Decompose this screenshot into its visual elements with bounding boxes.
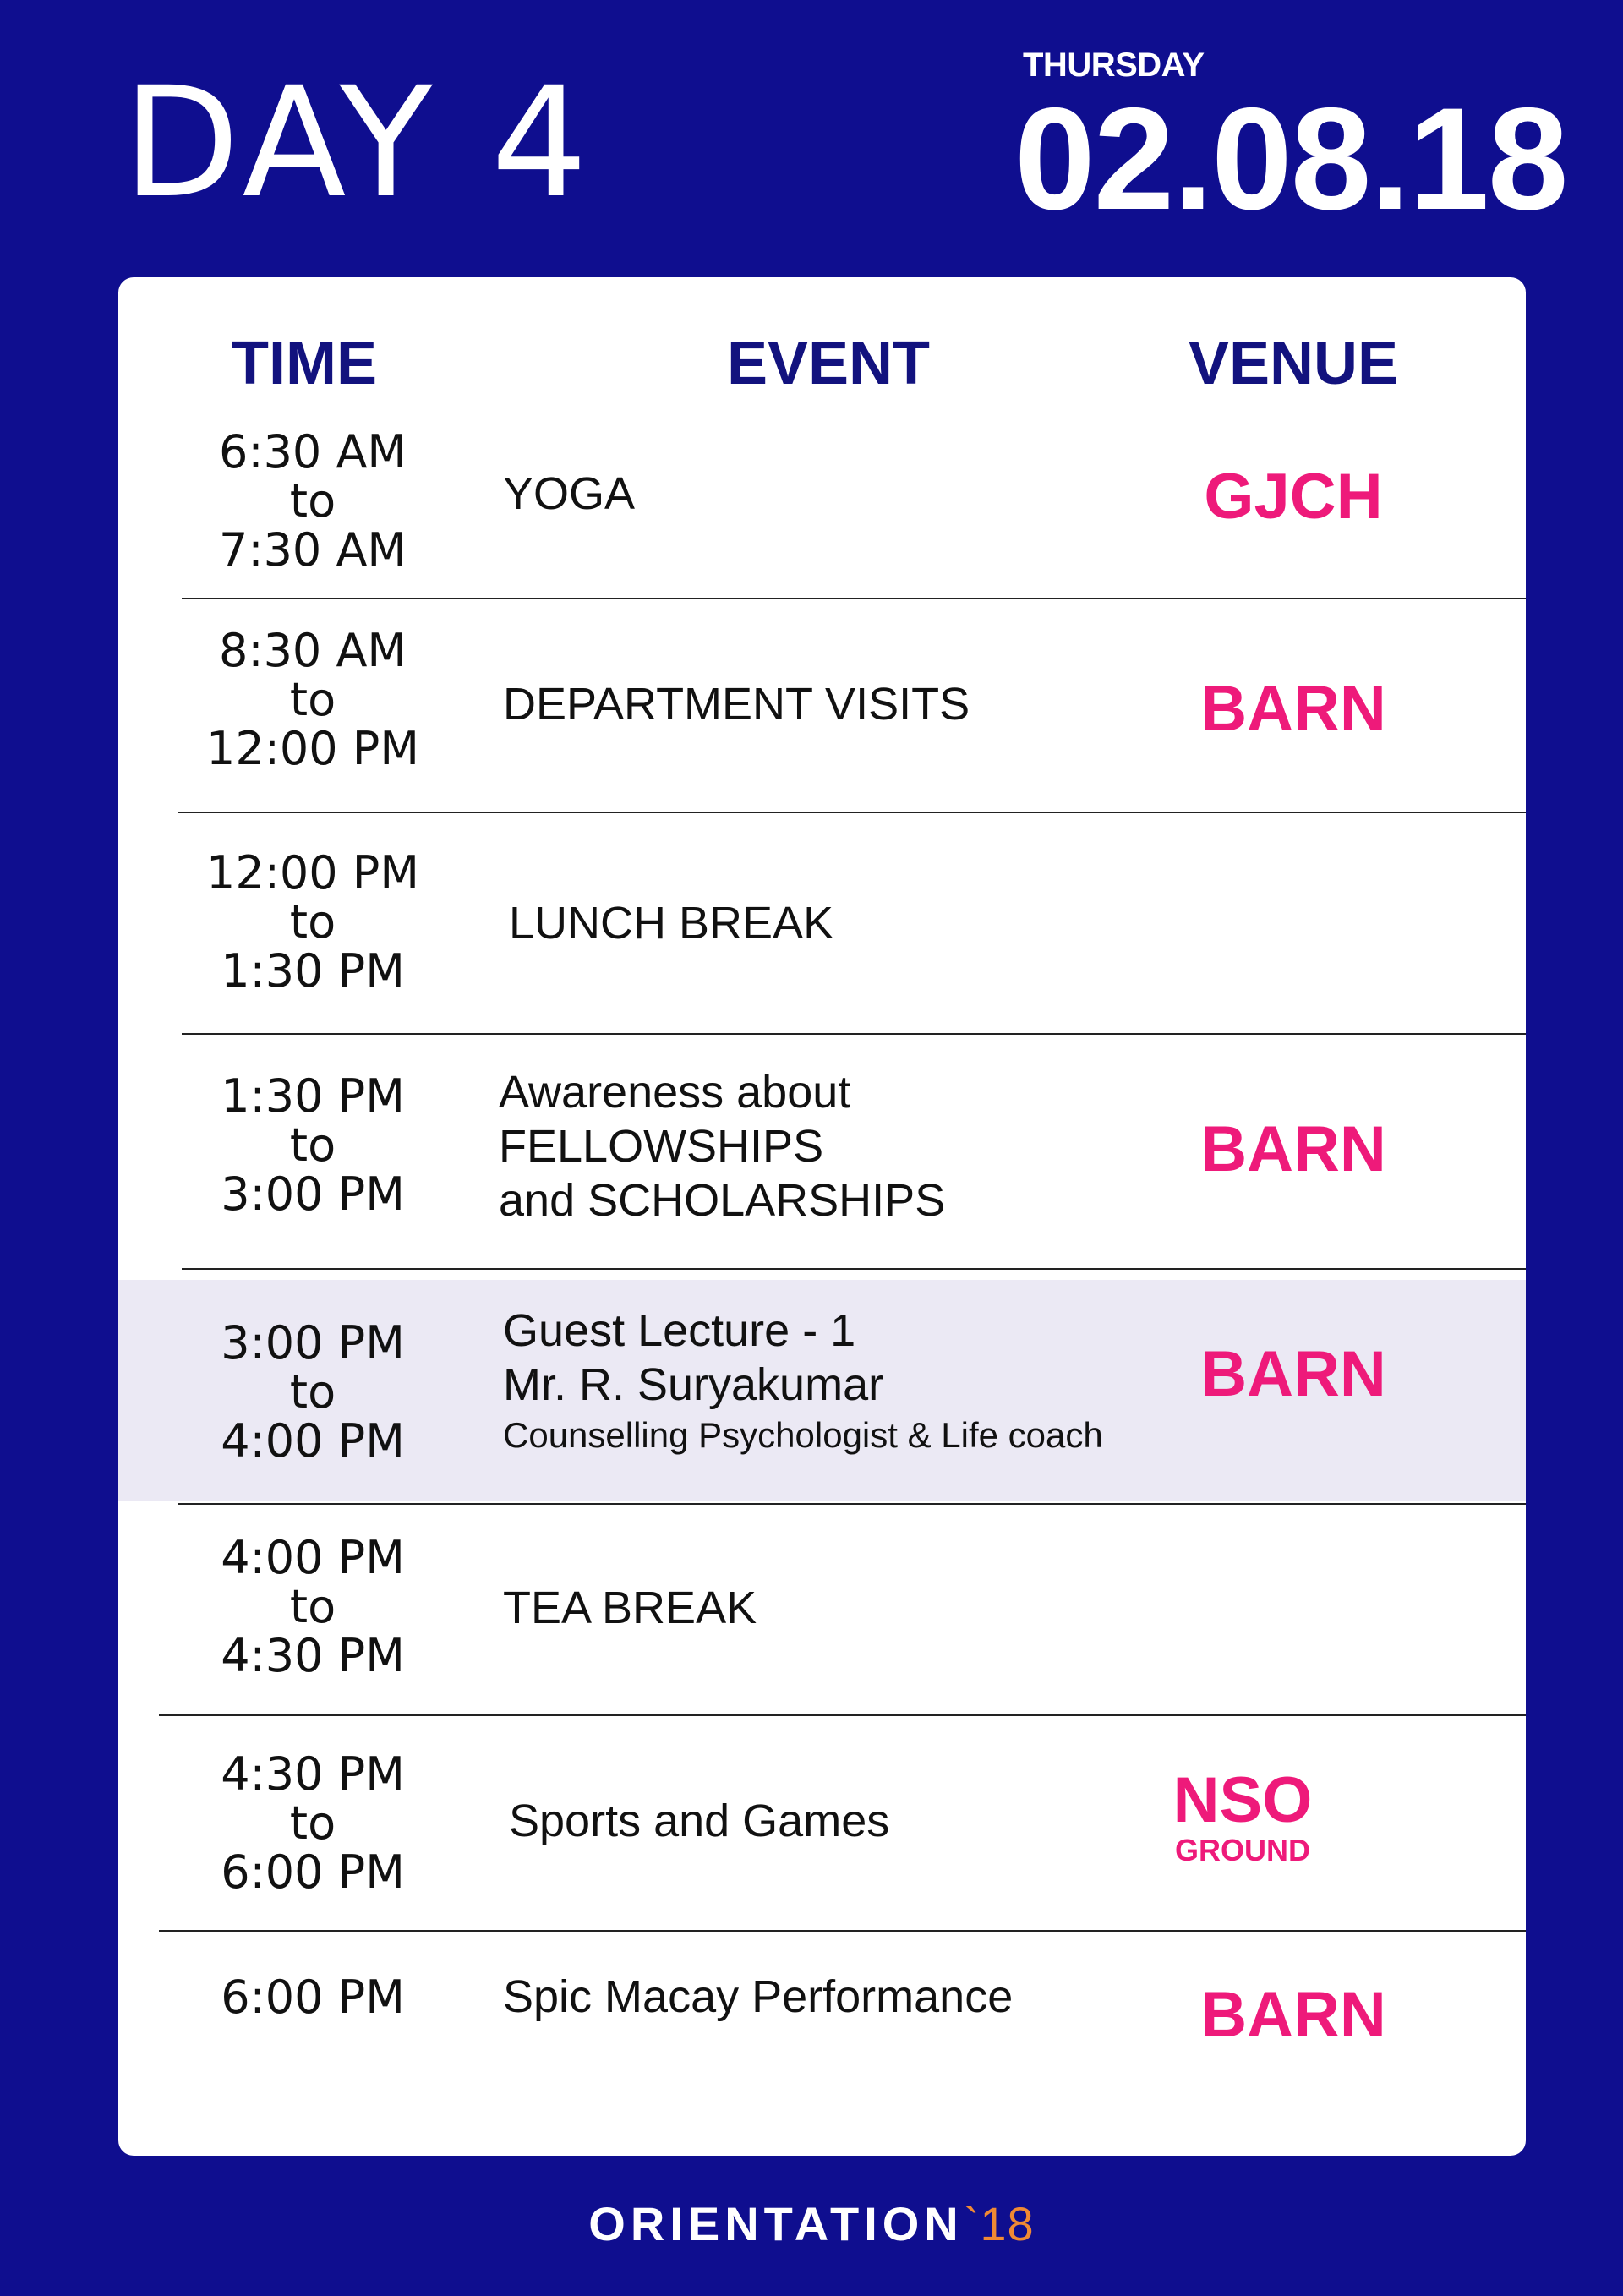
row-venue: BARN — [1200, 1979, 1386, 2051]
column-header-event: EVENT — [726, 330, 931, 397]
schedule-row-highlighted — [118, 1280, 1526, 1501]
row-time: 6:30 AM to 7:30 AM — [219, 425, 407, 577]
weekday-label: THURSDAY — [1023, 46, 1205, 84]
schedule-card — [118, 277, 1526, 2156]
schedule-row — [118, 1065, 1526, 1243]
row-event: Sports and Games — [509, 1796, 890, 1846]
row-event: DEPARTMENT VISITS — [503, 679, 970, 730]
row-event: LUNCH BREAK — [509, 898, 834, 948]
row-event-subtitle: Counselling Psychologist & Life coach — [503, 1415, 1103, 1455]
schedule-row — [118, 421, 1526, 590]
schedule-row — [118, 1743, 1526, 1912]
schedule-row — [118, 1966, 1526, 2085]
row-venue: BARN — [1200, 673, 1386, 745]
logo-year: `18 — [963, 2197, 1035, 2250]
row-divider — [178, 812, 1526, 813]
row-time: 4:00 PM to 4:30 PM — [221, 1531, 405, 1682]
row-event: Spic Macay Performance — [503, 1971, 1014, 2022]
row-time: 8:30 AM to 12:00 PM — [206, 624, 419, 775]
column-header-venue: VENUE — [1188, 330, 1399, 397]
row-divider — [178, 1503, 1526, 1505]
row-venue — [1074, 1764, 1412, 1867]
logo-brand: ORIENTATION — [588, 2197, 964, 2250]
row-time: 3:00 PM to 4:00 PM — [221, 1316, 405, 1468]
venue-sub: GROUND — [1175, 1833, 1310, 1867]
row-divider — [182, 1268, 1526, 1270]
date-label: 02.08.18 — [1014, 78, 1567, 240]
row-divider — [159, 1930, 1526, 1932]
row-event: TEA BREAK — [503, 1583, 757, 1633]
row-venue: BARN — [1200, 1113, 1386, 1185]
row-divider — [182, 1033, 1526, 1035]
day-title: DAY 4 — [123, 55, 593, 232]
row-event: Guest Lecture - 1 Mr. R. Suryakumar Counselling Psychologist & Life coach — [503, 1304, 1264, 1459]
row-venue: GJCH — [1204, 461, 1383, 533]
row-time: 1:30 PM to 3:00 PM — [221, 1069, 405, 1221]
schedule-row — [118, 620, 1526, 789]
row-event: Awareness about FELLOWSHIPS and SCHOLARSHIPS — [499, 1067, 946, 1226]
row-divider — [159, 1714, 1526, 1716]
row-time: 12:00 PM to 1:30 PM — [206, 846, 419, 998]
row-venue: BARN — [1200, 1338, 1386, 1410]
row-event: YOGA — [503, 468, 636, 519]
schedule-row — [118, 842, 1526, 1011]
column-header-time: TIME — [232, 330, 377, 397]
venue-main: NSO — [1172, 1764, 1313, 1836]
schedule-row — [118, 1527, 1526, 1696]
row-time: 6:00 PM — [221, 1971, 405, 2024]
orientation-logo — [0, 2196, 1623, 2251]
row-divider — [182, 598, 1526, 599]
row-time: 4:30 PM to 6:00 PM — [221, 1747, 405, 1899]
